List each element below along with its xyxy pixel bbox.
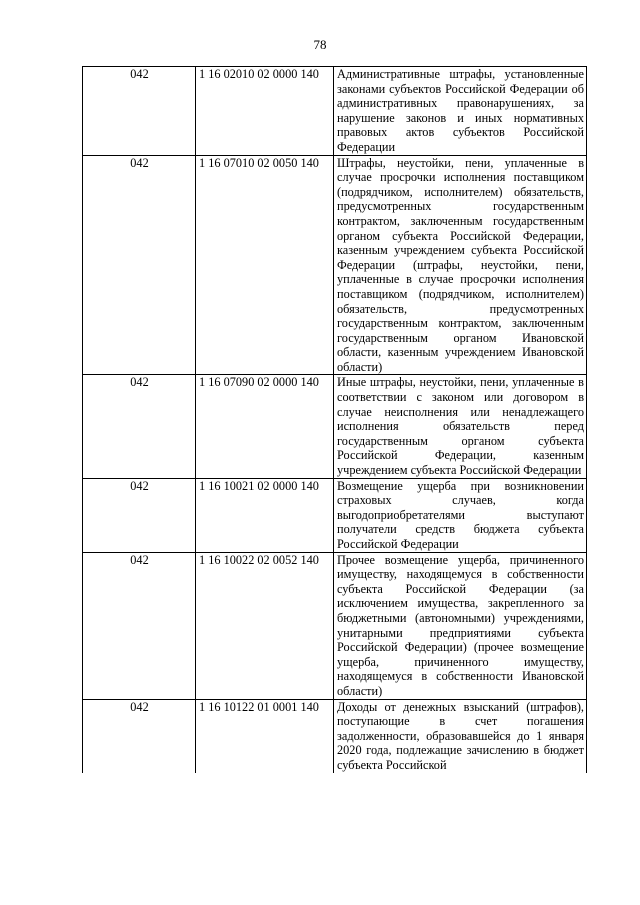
revenue-name-cell: Штрафы, неустойки, пени, уплаченные в случае просрочки исполнения поставщиком (подрядчиком, исполнителем) обязательств, предусмотренных государственным контрактом, заключенным государственным органом субъекта Российской Федерации, казенным учреждением субъекта Российской Федерации (штрафы, неустойки, пени, уплаченные в случае просрочки исполнения поставщиком (подрядчиком, исполнителем) обязательств, предусмотренных государственным контрактом, заключенным государственным органом Ивановской области, казенным учреждением Ивановской области)	[334, 155, 587, 375]
admin-code-cell: 042	[83, 155, 196, 375]
admin-code-cell: 042	[83, 375, 196, 478]
revenue-code-cell: 1 16 10022 02 0052 140	[196, 552, 334, 699]
admin-code-cell: 042	[83, 478, 196, 552]
table-row	[83, 155, 587, 375]
revenue-name-cell: Доходы от денежных взысканий (штрафов), поступающие в счет погашения задолженности, образовавшейся до 1 января 2020 года, подлежащие зачислению в бюджет субъекта Российской	[334, 699, 587, 772]
table-row	[83, 67, 587, 156]
budget-revenue-table	[82, 66, 587, 773]
revenue-code-cell: 1 16 10122 01 0001 140	[196, 699, 334, 772]
revenue-code-cell: 1 16 10021 02 0000 140	[196, 478, 334, 552]
revenue-code-cell: 1 16 07090 02 0000 140	[196, 375, 334, 478]
table-row	[83, 552, 587, 699]
table-row	[83, 375, 587, 478]
revenue-name-cell: Иные штрафы, неустойки, пени, уплаченные в соответствии с законом или договором в случае неисполнения или ненадлежащего исполнения обязательств перед государственным органом субъекта Российской Федерации, казенным учреждением субъекта Российской Федерации	[334, 375, 587, 478]
table-row	[83, 699, 587, 772]
revenue-code-cell: 1 16 02010 02 0000 140	[196, 67, 334, 156]
revenue-code-cell: 1 16 07010 02 0050 140	[196, 155, 334, 375]
page-number: 78	[313, 37, 327, 52]
revenue-name-cell: Прочее возмещение ущерба, причиненного имуществу, находящемуся в собственности субъекта Российской Федерации (за исключением имущества, закрепленного за бюджетными (автономными) учреждениями, унитарными предприятиями субъекта Российской Федерации) (прочее возмещение ущерба, причиненного имуществу, находящемуся в собственности Ивановской области)	[334, 552, 587, 699]
table-row	[83, 478, 587, 552]
admin-code-cell: 042	[83, 552, 196, 699]
revenue-name-cell: Административные штрафы, установленные законами субъектов Российской Федерации об административных правонарушениях, за нарушение законов и иных нормативных правовых актов субъектов Российской Федерации	[334, 67, 587, 156]
admin-code-cell: 042	[83, 67, 196, 156]
admin-code-cell: 042	[83, 699, 196, 772]
revenue-name-cell: Возмещение ущерба при возникновении страховых случаев, когда выгодоприобретателями выступают получатели средств бюджета субъекта Российской Федерации	[334, 478, 587, 552]
